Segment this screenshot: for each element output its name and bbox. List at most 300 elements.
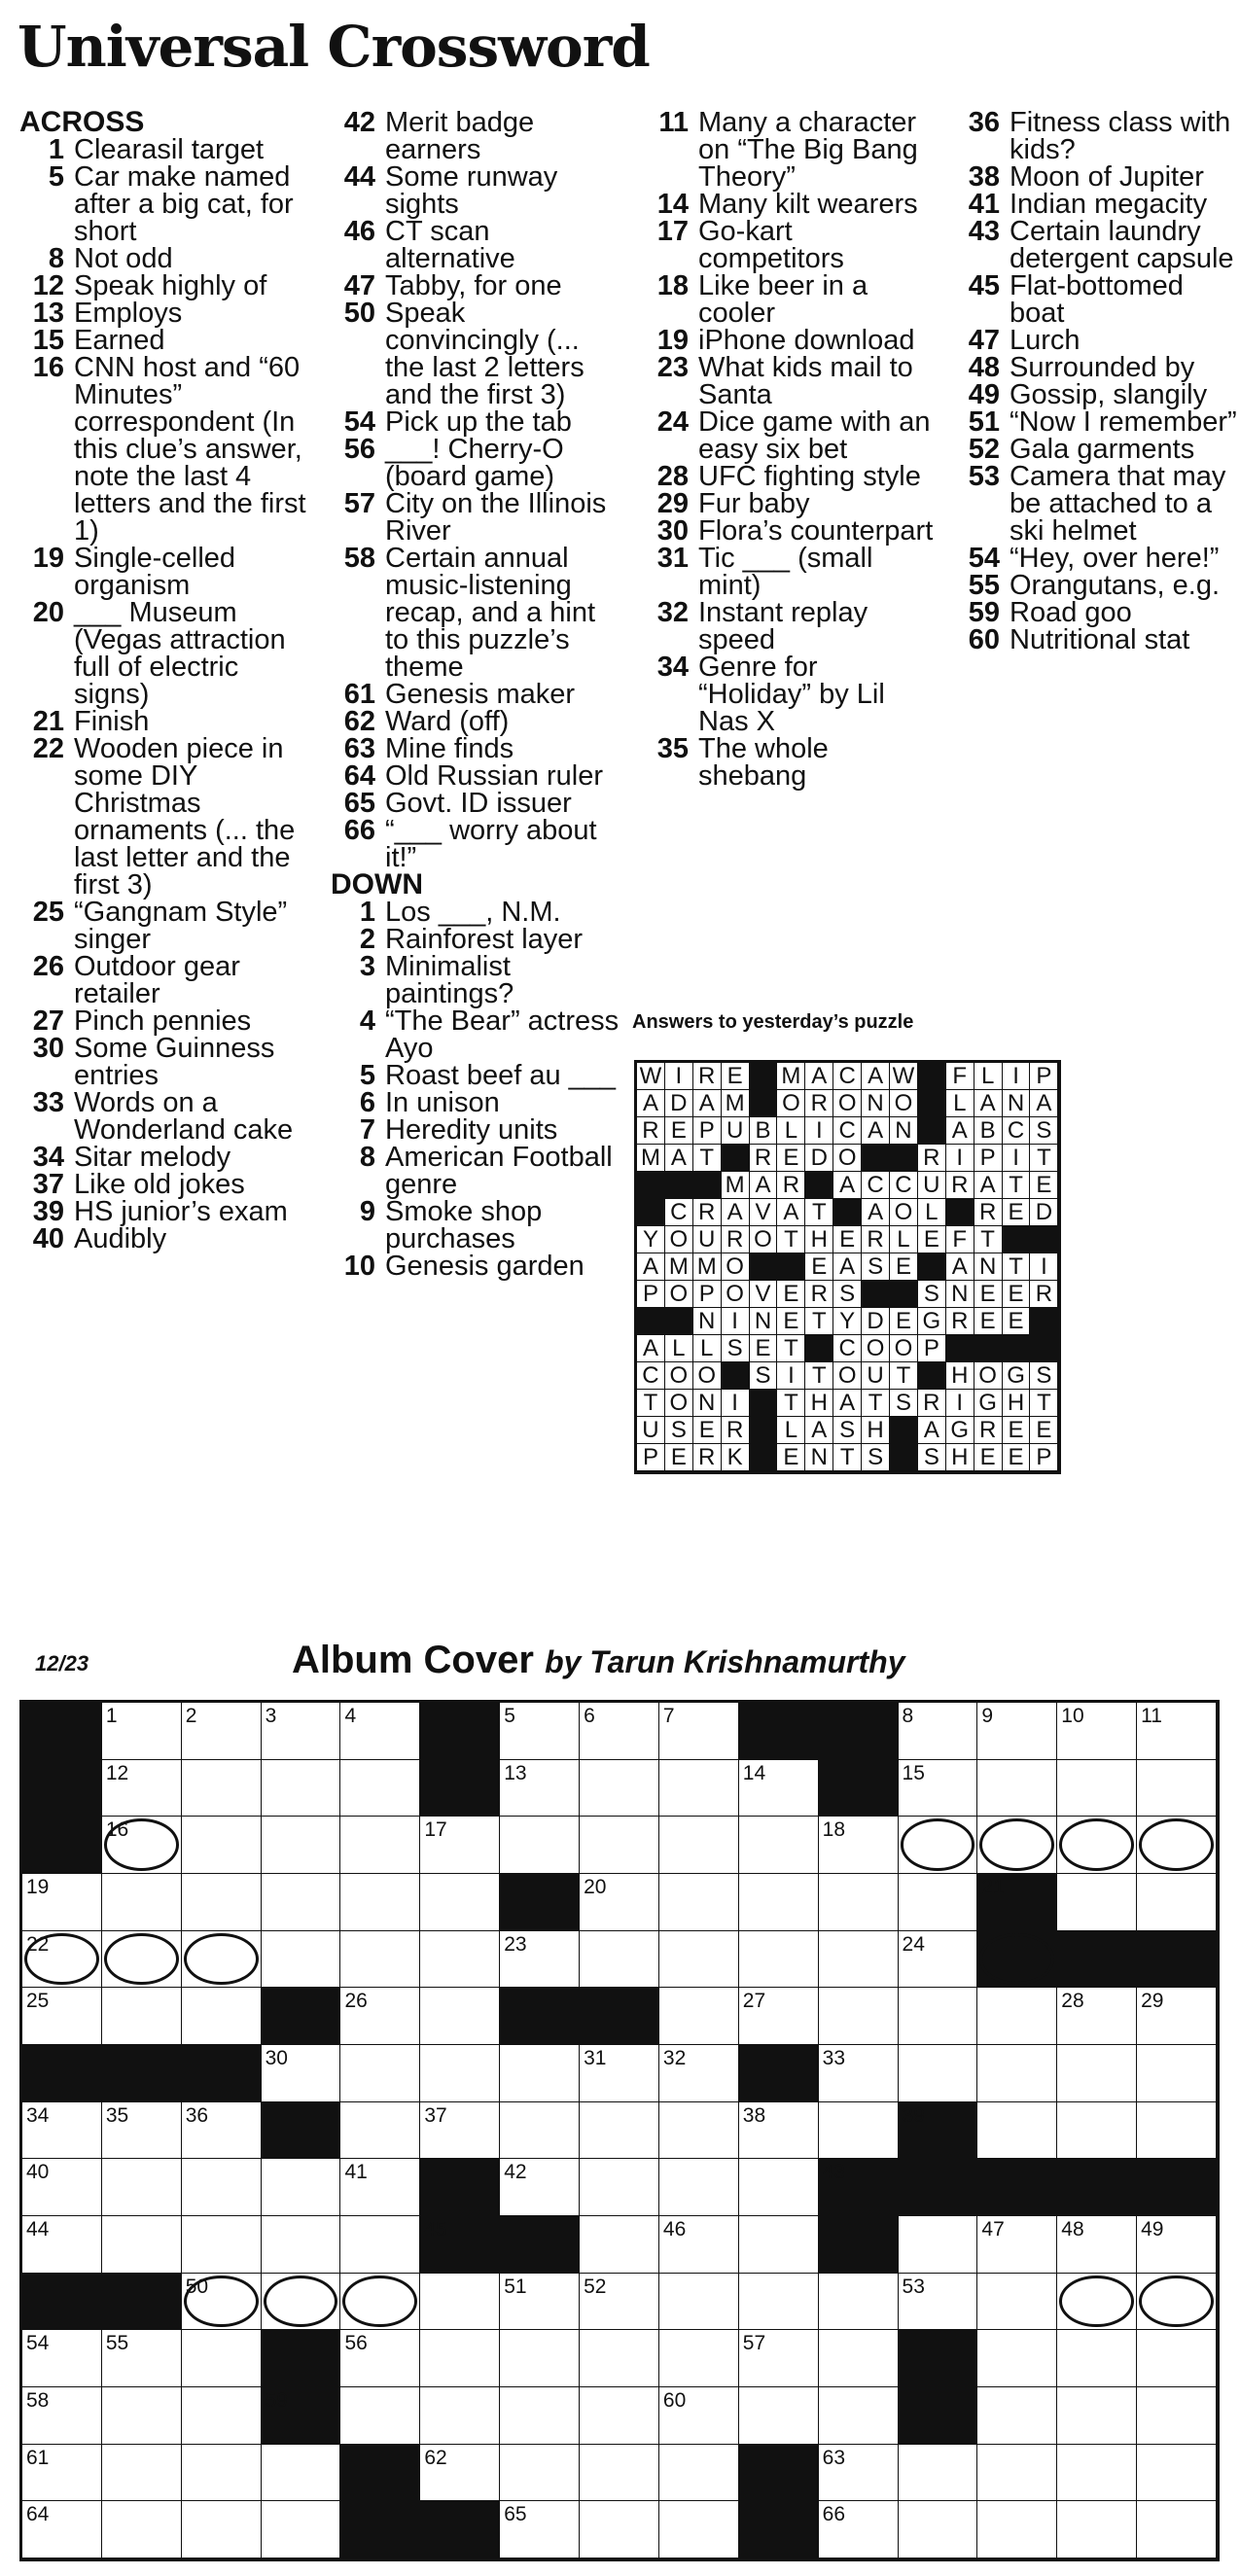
grid-cell[interactable]	[819, 2274, 899, 2331]
across-header: ACROSS	[19, 106, 145, 138]
grid-cell[interactable]	[102, 1874, 182, 1931]
answer-cell: E	[665, 1444, 693, 1471]
grid-cell[interactable]	[340, 1988, 420, 2045]
grid-cell[interactable]	[739, 1988, 819, 2045]
clue-text: Road goo	[1010, 597, 1132, 628]
clue-item	[331, 109, 622, 163]
grid-cell[interactable]	[1137, 2501, 1217, 2558]
grid-cell[interactable]	[182, 1988, 262, 2045]
grid-black-square	[420, 2159, 500, 2216]
grid-cell[interactable]	[1057, 2216, 1137, 2274]
grid-cell[interactable]	[1137, 2445, 1217, 2502]
clue-item	[331, 899, 622, 926]
grid-cell[interactable]	[580, 2159, 659, 2216]
grid-cell[interactable]	[420, 2045, 500, 2102]
grid-cell[interactable]	[899, 2216, 978, 2274]
grid-cell[interactable]	[22, 2501, 102, 2558]
grid-cell[interactable]	[340, 2216, 420, 2274]
answer-cell: I	[1030, 1253, 1058, 1281]
grid-cell[interactable]	[1137, 1817, 1217, 1874]
grid-cell[interactable]	[420, 1988, 500, 2045]
circle-marker	[1059, 1818, 1134, 1871]
answer-cell: U	[918, 1172, 946, 1199]
grid-cell[interactable]	[819, 2501, 899, 2558]
answer-cell: A	[805, 1417, 833, 1444]
grid-number: 12	[105, 1761, 129, 1784]
grid-cell[interactable]	[1057, 2330, 1137, 2387]
grid-cell[interactable]	[977, 2045, 1057, 2102]
grid-number: 58	[26, 2389, 50, 2412]
grid-cell[interactable]	[1137, 2274, 1217, 2331]
grid-cell[interactable]	[420, 2102, 500, 2160]
circle-marker	[979, 1933, 1054, 1986]
answer-cell: S	[862, 1444, 890, 1471]
grid-cell[interactable]	[580, 2387, 659, 2445]
grid-cell[interactable]	[182, 2330, 262, 2387]
grid-cell[interactable]	[420, 2445, 500, 2502]
grid-cell[interactable]	[262, 2045, 341, 2102]
grid-cell[interactable]	[262, 2216, 341, 2274]
grid-cell[interactable]	[102, 2159, 182, 2216]
grid-cell[interactable]	[102, 2501, 182, 2558]
clue-number: 20	[32, 597, 64, 628]
grid-cell[interactable]	[182, 2445, 262, 2502]
grid-cell[interactable]	[420, 2330, 500, 2387]
grid-cell[interactable]	[1057, 2445, 1137, 2502]
grid-cell[interactable]	[262, 2274, 341, 2331]
grid-cell[interactable]	[340, 1931, 420, 1989]
clue-text: City on the Illinois River	[385, 488, 607, 547]
answer-cell: E	[665, 1117, 693, 1145]
grid-black-square	[420, 1760, 500, 1817]
clue-item	[331, 1062, 622, 1089]
answer-black-square	[946, 1335, 974, 1362]
grid-cell[interactable]	[420, 1817, 500, 1874]
answer-cell: L	[665, 1335, 693, 1362]
grid-cell[interactable]	[340, 1760, 420, 1817]
grid-cell[interactable]	[262, 2501, 341, 2558]
grid-cell[interactable]	[1057, 2102, 1137, 2160]
grid-cell[interactable]	[182, 2387, 262, 2445]
clue-item	[644, 354, 936, 408]
grid-cell[interactable]	[1057, 1760, 1137, 1817]
grid-cell[interactable]	[500, 1817, 580, 1874]
grid-black-square	[500, 2216, 580, 2274]
grid-cell[interactable]	[659, 2330, 739, 2387]
grid-cell[interactable]	[340, 2387, 420, 2445]
grid-cell[interactable]	[580, 2274, 659, 2331]
answer-cell: L	[693, 1335, 722, 1362]
clue-text: Speak convincingly (... the last 2 letters and the first 3)	[385, 298, 585, 410]
grid-cell[interactable]	[580, 2216, 659, 2274]
grid-cell[interactable]	[659, 1988, 739, 2045]
grid-cell[interactable]	[22, 1988, 102, 2045]
clue-text: Flora’s counterpart	[698, 515, 934, 547]
grid-cell[interactable]	[899, 1931, 978, 1989]
grid-cell[interactable]	[977, 1988, 1057, 2045]
grid-cell[interactable]	[899, 2501, 978, 2558]
grid-cell[interactable]	[500, 2387, 580, 2445]
answer-cell: U	[722, 1117, 750, 1145]
grid-cell[interactable]	[182, 2216, 262, 2274]
clue-number: 54	[343, 406, 375, 438]
clue-text: Car make named after a big cat, for short	[74, 161, 294, 247]
grid-cell[interactable]	[739, 2330, 819, 2387]
grid-cell[interactable]	[659, 1874, 739, 1931]
grid-cell[interactable]	[659, 2445, 739, 2502]
grid-cell[interactable]	[899, 2274, 978, 2331]
grid-cell[interactable]	[102, 1988, 182, 2045]
grid-cell[interactable]	[739, 1817, 819, 1874]
grid-cell[interactable]	[340, 1874, 420, 1931]
answer-cell: T	[1030, 1390, 1058, 1417]
grid-cell[interactable]	[340, 1817, 420, 1874]
clue-number: 54	[968, 543, 1000, 574]
grid-cell[interactable]	[819, 2045, 899, 2102]
grid-cell[interactable]	[500, 1931, 580, 1989]
answer-cell: N	[946, 1281, 974, 1308]
grid-cell[interactable]	[1137, 2102, 1217, 2160]
grid-cell[interactable]	[102, 2387, 182, 2445]
grid-cell[interactable]	[899, 1703, 978, 1760]
grid-cell[interactable]	[1137, 1988, 1217, 2045]
grid-cell[interactable]	[580, 2501, 659, 2558]
grid-cell[interactable]	[659, 1931, 739, 1989]
answer-cell: E	[1003, 1199, 1031, 1226]
answer-cell: P	[693, 1281, 722, 1308]
grid-cell[interactable]	[819, 1874, 899, 1931]
grid-cell[interactable]	[739, 2159, 819, 2216]
grid-cell[interactable]	[819, 1988, 899, 2045]
grid-cell[interactable]	[1137, 2045, 1217, 2102]
grid-cell[interactable]	[340, 1703, 420, 1760]
grid-cell[interactable]	[22, 2445, 102, 2502]
grid-cell[interactable]	[420, 2387, 500, 2445]
grid-number: 20	[584, 1876, 607, 1898]
grid-cell[interactable]	[500, 2102, 580, 2160]
clue-text: “The Bear” actress Ayo	[385, 1006, 620, 1064]
grid-cell[interactable]	[500, 2159, 580, 2216]
answer-cell: O	[722, 1281, 750, 1308]
grid-cell[interactable]	[819, 2387, 899, 2445]
clue-item	[331, 1144, 622, 1198]
grid-cell[interactable]	[102, 1817, 182, 1874]
grid-number: 26	[344, 1990, 368, 2013]
grid-cell[interactable]	[977, 2274, 1057, 2331]
grid-cell[interactable]	[899, 1760, 978, 1817]
grid-cell[interactable]	[22, 2387, 102, 2445]
grid-cell[interactable]	[580, 2045, 659, 2102]
grid-cell[interactable]	[340, 2045, 420, 2102]
answer-cell: C	[833, 1335, 862, 1362]
grid-cell[interactable]	[22, 2216, 102, 2274]
grid-cell[interactable]	[500, 1760, 580, 1817]
clue-item	[19, 245, 311, 272]
grid-cell[interactable]	[1057, 1817, 1137, 1874]
answer-cell: A	[777, 1199, 805, 1226]
grid-cell[interactable]	[580, 1703, 659, 1760]
clue-text: Some runway sights	[385, 161, 558, 220]
grid-cell[interactable]	[899, 2045, 978, 2102]
grid-cell[interactable]	[1057, 2045, 1137, 2102]
grid-cell[interactable]	[22, 2330, 102, 2387]
answer-black-square	[862, 1145, 890, 1172]
grid-black-square	[1057, 2159, 1137, 2216]
grid-cell[interactable]	[102, 1931, 182, 1989]
clue-text: Pick up the tab	[385, 406, 572, 438]
grid-cell[interactable]	[22, 2159, 102, 2216]
grid-cell[interactable]	[182, 1817, 262, 1874]
grid-cell[interactable]	[739, 1874, 819, 1931]
grid-cell[interactable]	[182, 2159, 262, 2216]
grid-cell[interactable]	[1057, 1988, 1137, 2045]
clue-number: 14	[656, 189, 689, 220]
answer-cell: R	[777, 1172, 805, 1199]
grid-cell[interactable]	[580, 1874, 659, 1931]
answer-cell: S	[918, 1444, 946, 1471]
grid-cell[interactable]	[659, 2045, 739, 2102]
grid-cell[interactable]	[182, 2102, 262, 2160]
answer-cell: U	[693, 1226, 722, 1253]
grid-number: 51	[504, 2275, 527, 2298]
grid-cell[interactable]	[1057, 2387, 1137, 2445]
grid-cell[interactable]	[102, 1760, 182, 1817]
grid-cell[interactable]	[819, 2445, 899, 2502]
answer-black-square	[890, 1145, 918, 1172]
answer-cell: E	[777, 1145, 805, 1172]
grid-cell[interactable]	[182, 1931, 262, 1989]
grid-cell[interactable]	[1057, 1703, 1137, 1760]
grid-cell[interactable]	[420, 1931, 500, 1989]
grid-cell[interactable]	[1057, 2501, 1137, 2558]
clue-text: ___! Cherry-O (board game)	[385, 434, 564, 492]
grid-cell[interactable]	[182, 2501, 262, 2558]
clue-item	[955, 545, 1237, 572]
grid-cell[interactable]	[262, 1874, 341, 1931]
grid-cell[interactable]	[182, 2274, 262, 2331]
grid-cell[interactable]	[102, 1703, 182, 1760]
grid-number: 21	[981, 1876, 1005, 1898]
grid-number: 64	[26, 2503, 50, 2526]
grid-cell[interactable]	[500, 2330, 580, 2387]
answer-cell: D	[1030, 1199, 1058, 1226]
grid-cell[interactable]	[659, 1703, 739, 1760]
grid-cell[interactable]	[580, 1817, 659, 1874]
grid-cell[interactable]	[580, 2102, 659, 2160]
answers-grid	[634, 1060, 1061, 1474]
clue-item	[331, 218, 622, 272]
grid-cell[interactable]	[102, 2102, 182, 2160]
clue-text: UFC fighting style	[698, 461, 921, 492]
grid-cell[interactable]	[819, 2330, 899, 2387]
grid-cell[interactable]	[977, 1817, 1057, 1874]
answer-cell: E	[974, 1308, 1003, 1335]
circle-marker	[979, 1818, 1054, 1871]
grid-cell[interactable]	[739, 2387, 819, 2445]
answer-cell: I	[777, 1362, 805, 1390]
grid-cell[interactable]	[262, 1931, 341, 1989]
clue-item	[955, 354, 1237, 381]
grid-cell[interactable]	[977, 2445, 1057, 2502]
answer-cell: G	[974, 1390, 1003, 1417]
grid-cell[interactable]	[977, 1760, 1057, 1817]
clue-item	[644, 735, 936, 790]
grid-cell[interactable]	[899, 1874, 978, 1931]
clue-number: 63	[343, 733, 375, 764]
grid-cell[interactable]	[899, 2445, 978, 2502]
answer-cell: H	[805, 1390, 833, 1417]
clue-item	[331, 436, 622, 490]
answer-cell: S	[665, 1417, 693, 1444]
grid-cell[interactable]	[500, 2445, 580, 2502]
grid-cell[interactable]	[340, 2330, 420, 2387]
grid-number: 32	[662, 2047, 687, 2069]
grid-cell[interactable]	[1137, 2216, 1217, 2274]
grid-cell[interactable]	[500, 2274, 580, 2331]
grid-cell[interactable]	[500, 2501, 580, 2558]
answer-cell: E	[1003, 1308, 1031, 1335]
grid-cell[interactable]	[580, 1760, 659, 1817]
clue-text: Not odd	[74, 243, 173, 274]
grid-cell[interactable]	[659, 2216, 739, 2274]
grid-cell[interactable]	[899, 1817, 978, 1874]
answer-cell: E	[974, 1281, 1003, 1308]
answer-cell: D	[665, 1090, 693, 1117]
answer-cell: A	[637, 1253, 665, 1281]
answer-cell: P	[637, 1444, 665, 1471]
grid-cell[interactable]	[819, 2102, 899, 2160]
grid-cell[interactable]	[420, 2274, 500, 2331]
answer-cell: R	[974, 1417, 1003, 1444]
grid-cell[interactable]	[819, 1817, 899, 1874]
grid-black-square	[102, 2274, 182, 2331]
grid-cell[interactable]	[262, 2159, 341, 2216]
clue-item	[19, 136, 311, 163]
grid-number: 47	[981, 2218, 1005, 2241]
clue-item	[644, 599, 936, 653]
grid-cell[interactable]	[102, 2330, 182, 2387]
grid-cell[interactable]	[262, 2445, 341, 2502]
grid-cell[interactable]	[182, 1760, 262, 1817]
grid-cell[interactable]	[182, 1874, 262, 1931]
answer-cell: T	[637, 1390, 665, 1417]
answer-black-square	[637, 1199, 665, 1226]
answer-cell: O	[665, 1226, 693, 1253]
grid-number: 2	[185, 1705, 197, 1727]
grid-number: 41	[344, 2161, 368, 2184]
grid-cell[interactable]	[22, 2102, 102, 2160]
clue-text: “Now I remember”	[1010, 406, 1237, 438]
grid-cell[interactable]	[580, 2330, 659, 2387]
grid-cell[interactable]	[739, 2216, 819, 2274]
answer-cell: E	[750, 1335, 778, 1362]
grid-cell[interactable]	[340, 2274, 420, 2331]
clue-number: 3	[359, 951, 375, 982]
answer-cell: E	[777, 1444, 805, 1471]
grid-black-square	[739, 1703, 819, 1760]
grid-cell[interactable]	[1057, 1874, 1137, 1931]
clue-number: 39	[32, 1196, 64, 1227]
grid-cell[interactable]	[262, 1817, 341, 1874]
clue-number: 41	[968, 189, 1000, 220]
grid-number: 19	[26, 1876, 50, 1898]
grid-cell[interactable]	[659, 2387, 739, 2445]
grid-cell[interactable]	[977, 2216, 1057, 2274]
answer-cell: I	[805, 1117, 833, 1145]
grid-number: 10	[1061, 1705, 1084, 1727]
grid-black-square	[262, 2102, 341, 2160]
grid-cell[interactable]	[977, 2501, 1057, 2558]
grid-cell[interactable]	[1137, 2387, 1217, 2445]
grid-cell[interactable]	[977, 1703, 1057, 1760]
grid-cell[interactable]	[977, 2102, 1057, 2160]
grid-cell[interactable]	[500, 1703, 580, 1760]
grid-cell[interactable]	[262, 1703, 341, 1760]
grid-cell[interactable]	[659, 2274, 739, 2331]
grid-cell[interactable]	[340, 2102, 420, 2160]
grid-cell[interactable]	[102, 2216, 182, 2274]
grid-cell[interactable]	[102, 2445, 182, 2502]
grid-cell[interactable]	[22, 1874, 102, 1931]
grid-cell[interactable]	[1137, 1874, 1217, 1931]
grid-cell[interactable]	[977, 2330, 1057, 2387]
answer-cell: G	[918, 1308, 946, 1335]
grid-black-square	[420, 2216, 500, 2274]
answer-cell: Y	[637, 1226, 665, 1253]
grid-cell[interactable]	[899, 1988, 978, 2045]
grid-cell[interactable]	[500, 2045, 580, 2102]
grid-cell[interactable]	[340, 2159, 420, 2216]
grid-cell[interactable]	[1137, 1760, 1217, 1817]
answer-cell: I	[722, 1308, 750, 1335]
grid-cell[interactable]	[739, 2102, 819, 2160]
clue-item	[955, 272, 1237, 327]
grid-cell[interactable]	[1137, 1703, 1217, 1760]
grid-cell[interactable]	[580, 2445, 659, 2502]
grid-cell[interactable]	[182, 1703, 262, 1760]
clue-number: 36	[968, 107, 1000, 138]
answer-cell: L	[890, 1226, 918, 1253]
grid-cell[interactable]	[262, 1760, 341, 1817]
grid-cell[interactable]	[1057, 2274, 1137, 2331]
grid-cell[interactable]	[22, 1931, 102, 1989]
clue-item	[331, 681, 622, 708]
clue-item	[19, 545, 311, 599]
grid-cell[interactable]	[739, 1931, 819, 1989]
grid-cell[interactable]	[1137, 2330, 1217, 2387]
grid-cell[interactable]	[659, 1760, 739, 1817]
answer-black-square	[722, 1145, 750, 1172]
clue-text: Ward (off)	[385, 706, 510, 737]
grid-cell[interactable]	[819, 1931, 899, 1989]
answers-label: Answers to yesterday’s puzzle	[632, 1011, 914, 1033]
answer-cell: A	[637, 1335, 665, 1362]
answer-cell: I	[665, 1063, 693, 1090]
grid-cell[interactable]	[659, 1817, 739, 1874]
grid-cell[interactable]	[659, 2159, 739, 2216]
grid-cell[interactable]	[420, 1874, 500, 1931]
grid-number: 11	[1141, 1705, 1162, 1727]
grid-cell[interactable]	[977, 2387, 1057, 2445]
grid-black-square	[977, 1931, 1057, 1989]
grid-cell[interactable]	[659, 2102, 739, 2160]
grid-cell[interactable]	[739, 1760, 819, 1817]
grid-cell[interactable]	[659, 2501, 739, 2558]
grid-cell[interactable]	[739, 2274, 819, 2331]
grid-number: 42	[504, 2161, 527, 2184]
grid-cell[interactable]	[580, 1931, 659, 1989]
answer-black-square	[750, 1417, 778, 1444]
